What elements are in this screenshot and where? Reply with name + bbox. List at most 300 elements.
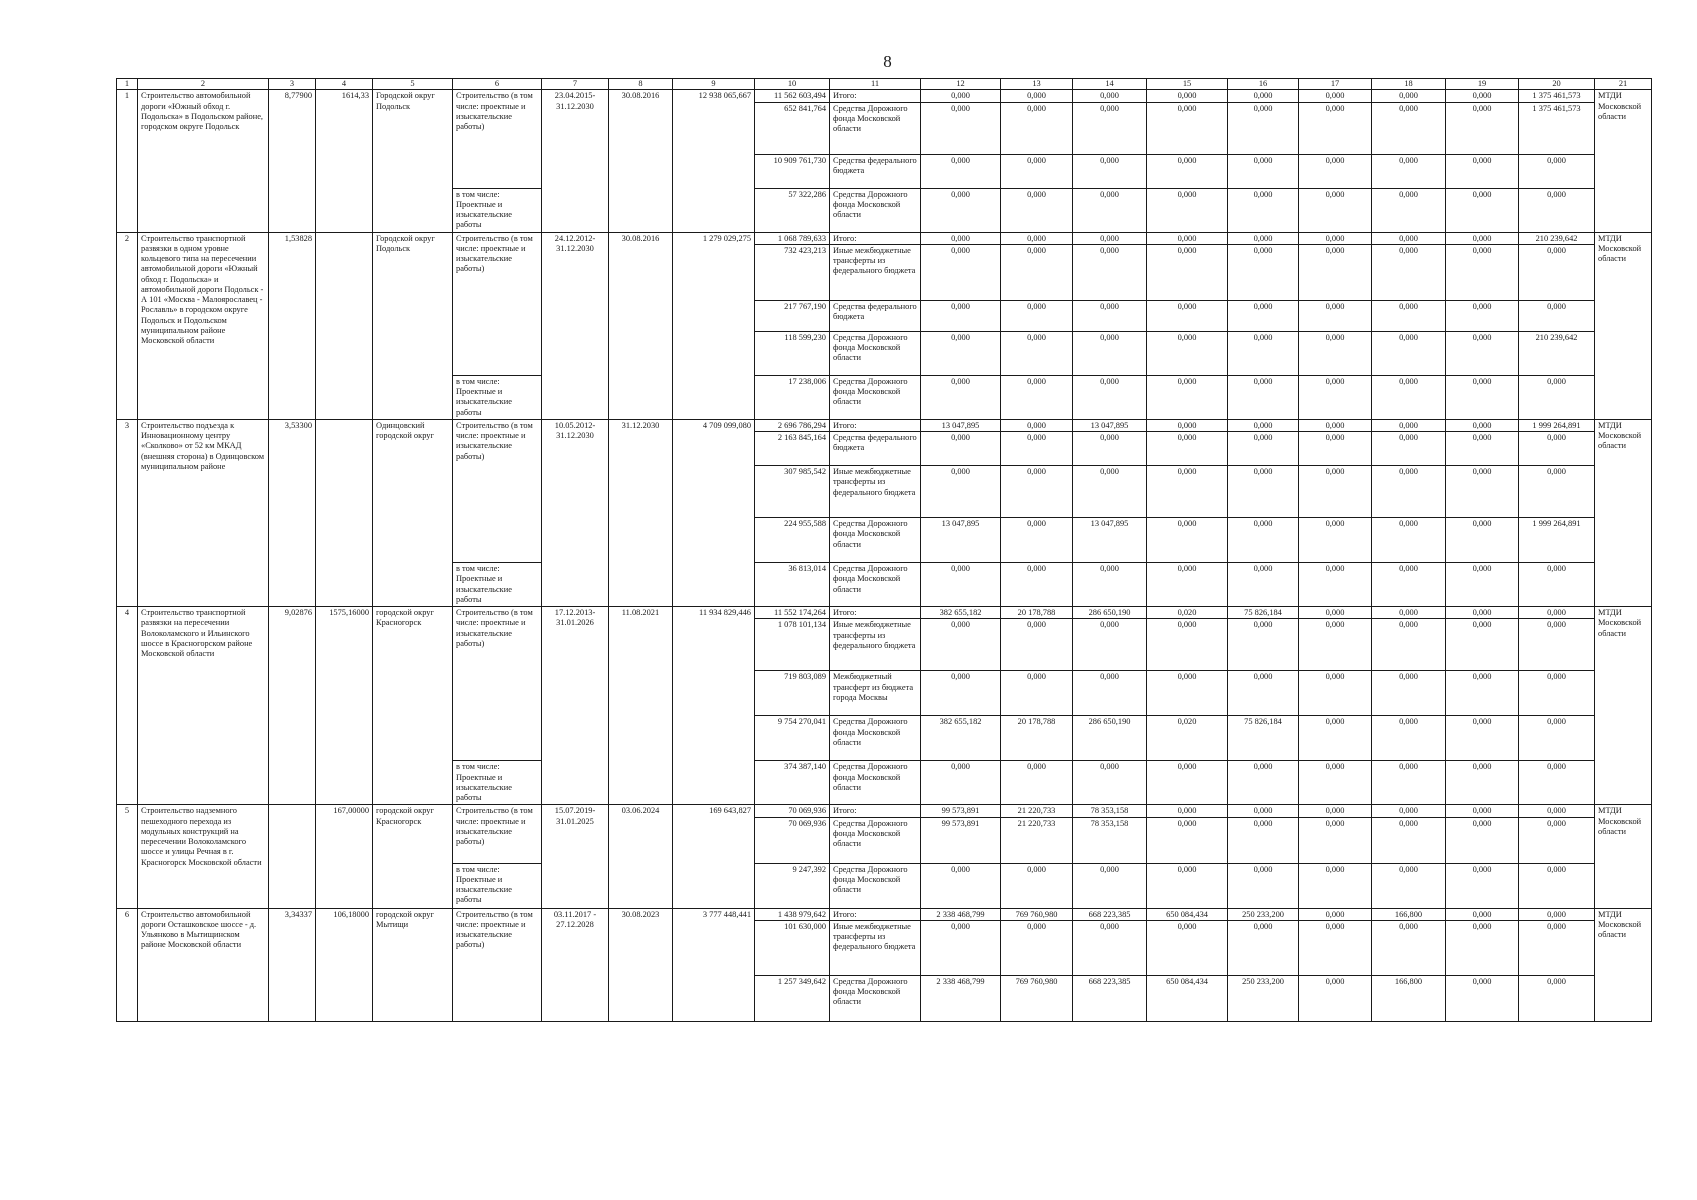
period: 23.04.2015-31.12.2030 [542,90,609,232]
amount-cell: 11 562 603,494 [755,90,830,102]
amount-cell: 118 599,230 [755,331,830,375]
length-km [269,805,316,908]
year-value: 650 084,434 [1147,975,1228,1021]
funding-source: Средства федерального бюджета [830,300,921,331]
row-number: 5 [117,805,138,908]
year-value: 382 655,182 [921,607,1001,619]
work-type: Строительство (в том числе: проектные и изыскательские работы) [453,90,542,188]
year-value: 0,000 [1372,432,1446,466]
header-cell: 4 [316,79,373,90]
year-value: 0,000 [1299,375,1372,419]
year-value: 0,000 [921,619,1001,671]
year-value: 210 239,642 [1519,331,1595,375]
amount-cell: 719 803,089 [755,671,830,716]
year-value: 20 178,788 [1001,607,1073,619]
year-value: 1 375 461,573 [1519,90,1595,102]
year-value: 0,000 [1228,761,1299,805]
year-value: 0,000 [1228,563,1299,607]
area: 106,18000 [316,908,373,1021]
year-value: 0,000 [1073,300,1147,331]
year-value: 0,000 [921,671,1001,716]
year-value: 0,000 [921,232,1001,244]
project-name: Строительство подъезда к Инновационному центру «Сколково» от 52 км МКАД (внешняя сторона) в Одинцовском муниципальном районе [138,419,269,606]
year-value: 0,000 [1519,432,1595,466]
year-value: 0,000 [1147,863,1228,908]
year-value: 0,000 [1372,419,1446,431]
amount-cell: 57 322,286 [755,188,830,232]
year-value: 0,000 [1372,331,1446,375]
year-value: 0,000 [1073,863,1147,908]
completion-date: 03.06.2024 [609,805,673,908]
year-value: 0,000 [1228,154,1299,188]
amount-cell: 1 078 101,134 [755,619,830,671]
year-value: 0,000 [1519,619,1595,671]
year-value: 0,000 [1228,232,1299,244]
header-cell: 14 [1073,79,1147,90]
completion-date: 30.08.2016 [609,232,673,419]
amount-cell: 11 552 174,264 [755,607,830,619]
funding-source: Средства Дорожного фонда Московской области [830,817,921,863]
work-type: Строительство (в том числе: проектные и изыскательские работы) [453,232,542,375]
year-value: 0,000 [1147,188,1228,232]
year-value: 0,000 [1228,920,1299,975]
year-value: 0,000 [1228,102,1299,154]
year-value: 1 999 264,891 [1519,518,1595,563]
period: 03.11.2017 - 27.12.2028 [542,908,609,1021]
year-value: 0,000 [1147,154,1228,188]
length-km: 3,53300 [269,419,316,606]
year-value: 0,000 [1228,805,1299,817]
year-value: 0,000 [1299,331,1372,375]
area: 1575,16000 [316,607,373,805]
header-cell: 1 [117,79,138,90]
year-value: 0,000 [1228,619,1299,671]
year-value: 0,000 [1147,563,1228,607]
year-value: 0,000 [1446,863,1519,908]
funding-source: Средства федерального бюджета [830,432,921,466]
year-value: 0,000 [1299,761,1372,805]
year-value: 0,000 [1446,90,1519,102]
year-value: 0,000 [1299,419,1372,431]
funding-source: Межбюджетный трансферт из бюджета города Москвы [830,671,921,716]
year-value: 0,000 [1001,619,1073,671]
period: 17.12.2013-31.01.2026 [542,607,609,805]
project-row [117,232,1652,244]
year-value: 0,000 [1519,817,1595,863]
page-number: 8 [883,52,892,71]
year-value: 286 650,190 [1073,716,1147,761]
length-km: 1,53828 [269,232,316,419]
year-value: 382 655,182 [921,716,1001,761]
year-value: 0,000 [1446,817,1519,863]
year-value: 0,000 [1299,300,1372,331]
year-value: 0,000 [1299,817,1372,863]
period: 10.05.2012-31.12.2030 [542,419,609,606]
total-cost: 3 777 448,441 [673,908,755,1021]
year-value: 0,000 [1519,975,1595,1021]
year-value: 99 573,891 [921,817,1001,863]
year-value: 0,000 [1519,244,1595,300]
year-value: 0,000 [1001,188,1073,232]
year-value: 0,000 [1519,716,1595,761]
year-value: 0,000 [1446,716,1519,761]
completion-date: 11.08.2021 [609,607,673,805]
funding-source: Средства Дорожного фонда Московской области [830,563,921,607]
header-cell: 8 [609,79,673,90]
year-value: 0,000 [1519,908,1595,920]
funding-source: Итого: [830,607,921,619]
year-value: 0,000 [1228,432,1299,466]
customer: МТДИ Московской области [1595,607,1652,805]
work-type: Строительство (в том числе: проектные и изыскательские работы) [453,805,542,863]
year-value: 0,000 [1228,300,1299,331]
year-value: 0,000 [1372,817,1446,863]
year-value: 0,000 [1446,244,1519,300]
header-cell: 3 [269,79,316,90]
year-value: 0,000 [1147,375,1228,419]
work-type: Строительство (в том числе: проектные и изыскательские работы) [453,419,542,562]
work-type-sub: в том числе: Проектные и изыскательские работы [453,563,542,607]
header-cell: 11 [830,79,921,90]
year-value: 0,000 [1299,671,1372,716]
funding-source: Иные межбюджетные трансферты из федерального бюджета [830,920,921,975]
amount-cell: 70 069,936 [755,817,830,863]
year-value: 0,000 [1446,518,1519,563]
amount-cell: 307 985,542 [755,466,830,518]
header-cell: 5 [373,79,453,90]
year-value: 0,000 [1299,232,1372,244]
year-value: 0,000 [1299,518,1372,563]
year-value: 0,000 [1299,863,1372,908]
customer: МТДИ Московской области [1595,805,1652,908]
completion-date: 31.12.2030 [609,419,673,606]
year-value: 0,000 [1001,102,1073,154]
year-value: 0,000 [1372,805,1446,817]
year-value: 0,000 [1073,466,1147,518]
year-value: 0,000 [1519,920,1595,975]
project-row [117,90,1652,102]
year-value: 0,000 [1372,607,1446,619]
year-value: 0,000 [1147,761,1228,805]
year-value: 0,000 [1147,244,1228,300]
year-value: 0,000 [1372,671,1446,716]
year-value: 0,000 [1446,102,1519,154]
year-value: 166,800 [1372,908,1446,920]
area: 1614,33 [316,90,373,232]
year-value: 0,000 [1446,619,1519,671]
funding-source: Иные межбюджетные трансферты из федерального бюджета [830,466,921,518]
period: 24.12.2012-31.12.2030 [542,232,609,419]
year-value: 0,000 [1299,920,1372,975]
header-cell: 9 [673,79,755,90]
year-value: 0,000 [1147,619,1228,671]
work-type-sub: в том числе: Проектные и изыскательские работы [453,761,542,805]
year-value: 0,000 [1001,331,1073,375]
year-value: 0,000 [1372,863,1446,908]
year-value: 0,000 [1001,375,1073,419]
year-value: 0,000 [1372,188,1446,232]
year-value: 0,000 [1001,563,1073,607]
amount-cell: 70 069,936 [755,805,830,817]
year-value: 1 375 461,573 [1519,102,1595,154]
year-value: 0,000 [1073,154,1147,188]
year-value: 0,020 [1147,607,1228,619]
year-value: 0,000 [1372,232,1446,244]
year-value: 0,000 [921,563,1001,607]
year-value: 0,000 [1299,975,1372,1021]
year-value: 0,000 [1147,90,1228,102]
amount-cell: 652 841,764 [755,102,830,154]
year-value: 0,000 [921,863,1001,908]
year-value: 0,000 [921,331,1001,375]
work-type-sub: в том числе: Проектные и изыскательские работы [453,375,542,419]
year-value: 99 573,891 [921,805,1001,817]
year-value: 0,000 [921,90,1001,102]
year-value: 0,000 [1147,920,1228,975]
year-value: 0,000 [1001,671,1073,716]
year-value: 0,000 [1446,920,1519,975]
year-value: 0,000 [1001,761,1073,805]
year-value: 0,000 [921,188,1001,232]
area [316,419,373,606]
year-value: 0,000 [1001,920,1073,975]
amount-cell: 1 257 349,642 [755,975,830,1021]
year-value: 0,000 [1147,419,1228,431]
project-name: Строительство автомобильной дороги Осташковское шоссе - д. Ульянково в Мытищинском районе Московской области [138,908,269,1021]
year-value: 0,000 [1372,90,1446,102]
total-cost: 12 938 065,667 [673,90,755,232]
year-value: 0,000 [1001,90,1073,102]
year-value: 78 353,158 [1073,805,1147,817]
year-value: 1 999 264,891 [1519,419,1595,431]
year-value: 0,000 [1446,761,1519,805]
year-value: 0,000 [1228,188,1299,232]
year-value: 0,000 [1228,244,1299,300]
year-value: 0,000 [1446,300,1519,331]
year-value: 0,000 [1519,300,1595,331]
year-value: 0,000 [1446,671,1519,716]
year-value: 250 233,200 [1228,975,1299,1021]
year-value: 2 338 468,799 [921,975,1001,1021]
year-value: 0,000 [1446,908,1519,920]
year-value: 0,000 [1372,716,1446,761]
year-value: 0,000 [1446,466,1519,518]
year-value: 0,000 [1073,563,1147,607]
amount-cell: 101 630,000 [755,920,830,975]
year-value: 0,000 [1147,817,1228,863]
year-value: 0,000 [921,466,1001,518]
area: 167,00000 [316,805,373,908]
amount-cell: 1 438 979,642 [755,908,830,920]
location: городской округ Красногорск [373,805,453,908]
year-value: 0,000 [1299,244,1372,300]
year-value: 2 338 468,799 [921,908,1001,920]
funding-source: Средства Дорожного фонда Московской области [830,761,921,805]
year-value: 0,000 [1228,817,1299,863]
length-km: 3,34337 [269,908,316,1021]
year-value: 0,000 [1519,375,1595,419]
year-value: 0,000 [921,920,1001,975]
year-value: 0,000 [1299,607,1372,619]
work-type: Строительство (в том числе: проектные и изыскательские работы) [453,908,542,1021]
year-value: 0,000 [1147,671,1228,716]
header-cell: 15 [1147,79,1228,90]
year-value: 0,000 [1147,232,1228,244]
investment-table [116,78,1652,1022]
project-name: Строительство транспортной развязки на пересечении Волоколамского и Ильинского шоссе в Красногорском районе Московской области [138,607,269,805]
row-number: 2 [117,232,138,419]
completion-date: 30.08.2023 [609,908,673,1021]
year-value: 0,000 [1372,518,1446,563]
year-value: 250 233,200 [1228,908,1299,920]
year-value: 0,000 [1299,908,1372,920]
year-value: 0,000 [1147,466,1228,518]
amount-cell: 217 767,190 [755,300,830,331]
year-value: 166,800 [1372,975,1446,1021]
total-cost: 169 643,827 [673,805,755,908]
header-cell: 17 [1299,79,1372,90]
year-value: 769 760,980 [1001,975,1073,1021]
year-value: 0,000 [1372,619,1446,671]
funding-source: Средства Дорожного фонда Московской области [830,188,921,232]
year-value: 0,000 [1001,466,1073,518]
year-value: 0,000 [1299,102,1372,154]
year-value: 13 047,895 [1073,518,1147,563]
year-value: 0,000 [1073,188,1147,232]
year-value: 0,000 [921,154,1001,188]
length-km: 9,02876 [269,607,316,805]
header-cell: 19 [1446,79,1519,90]
year-value: 78 353,158 [1073,817,1147,863]
amount-cell: 2 163 845,164 [755,432,830,466]
amount-cell: 732 423,213 [755,244,830,300]
year-value: 0,000 [1228,331,1299,375]
year-value: 0,000 [1372,563,1446,607]
year-value: 668 223,385 [1073,908,1147,920]
year-value: 0,000 [1228,518,1299,563]
amount-cell: 9 247,392 [755,863,830,908]
funding-source: Средства Дорожного фонда Московской области [830,716,921,761]
year-value: 0,000 [921,244,1001,300]
project-name: Строительство надземного пешеходного перехода из модульных конструкций на пересечении Волоколамского шоссе и улицы Речная в г. Красногорск Московской области [138,805,269,908]
header-cell: 12 [921,79,1001,90]
year-value: 0,000 [1228,863,1299,908]
year-value: 0,000 [1001,863,1073,908]
year-value: 13 047,895 [1073,419,1147,431]
total-cost: 11 934 829,446 [673,607,755,805]
year-value: 0,000 [1446,375,1519,419]
year-value: 0,000 [1001,518,1073,563]
year-value: 21 220,733 [1001,805,1073,817]
funding-source: Средства Дорожного фонда Московской области [830,518,921,563]
funding-source: Итого: [830,908,921,920]
year-value: 0,000 [1446,331,1519,375]
year-value: 0,000 [1073,331,1147,375]
header-cell: 10 [755,79,830,90]
year-value: 650 084,434 [1147,908,1228,920]
year-value: 0,000 [1299,563,1372,607]
year-value: 0,000 [1147,518,1228,563]
year-value: 0,000 [1001,154,1073,188]
header-cell: 16 [1228,79,1299,90]
year-value: 20 178,788 [1001,716,1073,761]
year-value: 0,000 [921,102,1001,154]
year-value: 0,000 [1073,619,1147,671]
year-value: 0,000 [1073,432,1147,466]
project-row [117,419,1652,431]
project-row [117,607,1652,619]
year-value: 668 223,385 [1073,975,1147,1021]
year-value: 0,000 [1073,671,1147,716]
total-cost: 1 279 029,275 [673,232,755,419]
year-value: 0,000 [1519,607,1595,619]
total-cost: 4 709 099,080 [673,419,755,606]
funding-source: Итого: [830,805,921,817]
work-type: Строительство (в том числе: проектные и изыскательские работы) [453,607,542,761]
year-value: 0,000 [1299,716,1372,761]
year-value: 0,000 [1372,920,1446,975]
year-value: 0,000 [1519,154,1595,188]
year-value: 0,000 [921,432,1001,466]
location: городской округ Красногорск [373,607,453,805]
amount-cell: 374 387,140 [755,761,830,805]
amount-cell: 36 813,014 [755,563,830,607]
header-cell: 18 [1372,79,1446,90]
customer: МТДИ Московской области [1595,232,1652,419]
period: 15.07.2019-31.01.2025 [542,805,609,908]
year-value: 0,000 [1001,300,1073,331]
year-value: 0,000 [1519,563,1595,607]
year-value: 0,000 [1073,232,1147,244]
year-value: 0,000 [1372,761,1446,805]
year-value: 0,000 [1446,805,1519,817]
year-value: 0,000 [1147,432,1228,466]
year-value: 0,000 [1446,607,1519,619]
amount-cell: 9 754 270,041 [755,716,830,761]
year-value: 0,000 [1446,419,1519,431]
year-value: 0,000 [1001,232,1073,244]
year-value: 0,000 [1299,188,1372,232]
funding-source: Средства Дорожного фонда Московской области [830,102,921,154]
row-number: 4 [117,607,138,805]
funding-source: Итого: [830,90,921,102]
year-value: 0,000 [1372,466,1446,518]
year-value: 0,000 [1073,920,1147,975]
year-value: 0,000 [1519,761,1595,805]
project-row [117,805,1652,817]
header-cell: 6 [453,79,542,90]
customer: МТДИ Московской области [1595,90,1652,232]
year-value: 286 650,190 [1073,607,1147,619]
location: Одинцовский городской округ [373,419,453,606]
year-value: 0,000 [1446,188,1519,232]
year-value: 21 220,733 [1001,817,1073,863]
year-value: 0,000 [1446,975,1519,1021]
amount-cell: 17 238,006 [755,375,830,419]
year-value: 210 239,642 [1519,232,1595,244]
year-value: 0,000 [921,375,1001,419]
length-km: 8,77900 [269,90,316,232]
project-name: Строительство автомобильной дороги «Южный обход г. Подольска» в Подольском районе, городском округе Подольск [138,90,269,232]
funding-source: Средства Дорожного фонда Московской области [830,375,921,419]
year-value: 0,000 [921,300,1001,331]
year-value: 0,000 [1228,375,1299,419]
year-value: 0,000 [1001,419,1073,431]
funding-source: Средства Дорожного фонда Московской области [830,863,921,908]
row-number: 1 [117,90,138,232]
customer: МТДИ Московской области [1595,419,1652,606]
year-value: 0,000 [1299,154,1372,188]
